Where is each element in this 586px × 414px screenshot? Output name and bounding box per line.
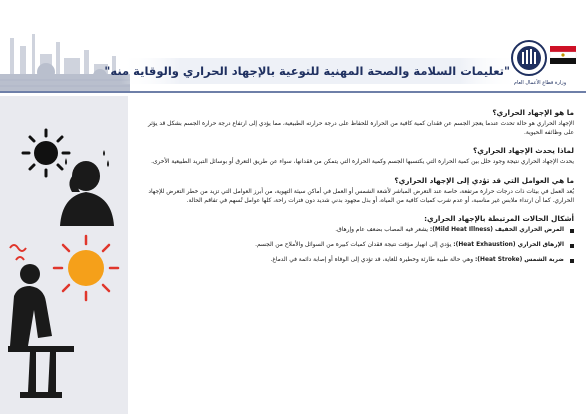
section-heading: ما هو الإجهاد الحراري؟ <box>492 108 574 117</box>
illustration-panel <box>0 96 128 414</box>
conditions-list <box>138 226 574 265</box>
section-body: يُعد العمل في بيئات ذات درجات حرارة مرتفعة، خاصة عند التعرض المباشر لأشعة الشمس أو العمل في أماكن سيئة التهوية، من أبرز العوامل التي تزيد من خطر التعرض للإجهاد الحراري. كما أن ارتداء ملابس غير مناسبة، أو عدم شرب كميات كافية من المياه، أو بذل مجهود بدني شديد دون فترات راحة، كلها عوامل تُسهم في تفاقم الحالة. <box>148 188 574 204</box>
hot-sun-icon <box>54 236 118 300</box>
ministry-caption: وزارة قطاع الأعمال العام <box>513 80 567 86</box>
bullet-icon <box>570 244 574 248</box>
bullet-icon <box>570 229 574 233</box>
section-body: يحدث الإجهاد الحراري نتيجة وجود خلل بين كمية الحرارة التي يكتسبها الجسم وكمية الحرارة التي يتمكن من فقدانها، سواء عن طريق التعرق أو بوسائل التبريد الطبيعية الأخرى. <box>151 159 574 166</box>
page-title: "تعليمات السلامة والصحة المهنية للتوعية بالإجهاد الحراري والوقاية منه" <box>104 64 510 78</box>
conditions-heading: أشكال الحالات المرتبطة بالإجهاد الحراري: <box>424 214 574 224</box>
condition-desc: وهي حالة طبية طارئة وخطيرة للغاية، قد تؤدي إلى الوفاة أو إصابة دائمة في الدماغ. <box>270 257 475 264</box>
list-item <box>138 226 574 235</box>
egypt-flag <box>550 46 576 64</box>
sun-icon <box>23 130 69 176</box>
section-heading: لماذا يحدث الإجهاد الحراري؟ <box>473 146 574 156</box>
section-body: الإجهاد الحراري هو حالة تحدث عندما يعجز الجسم عن فقدان كمية كافية من الحرارة للحفاظ على درجة حرارته الطبيعية، مما يؤدي إلى ارتفاع درجة حرارة الجسم بشكل قد يؤثر على وظائفه الحيوية. <box>147 121 574 137</box>
bullet-icon <box>570 259 574 263</box>
header-divider <box>0 91 586 93</box>
condition-name: الإرهاق الحراري (Heat Exhaustion): <box>453 242 564 249</box>
condition-name: المرض الحراري الخفيف (Mild Heat Illness): <box>429 227 564 234</box>
seated-person-icon <box>8 264 74 398</box>
list-item <box>138 241 574 250</box>
condition-name: ضربة الشمس (Heat Stroke): <box>474 257 564 264</box>
condition-desc: يشعر فيه المصاب بضعف عام وإرهاق. <box>335 227 430 234</box>
section-heading: ما هي العوامل التي قد تؤدي إلى الإجهاد الحراري؟ <box>394 175 574 185</box>
sweating-person-icon <box>60 150 114 226</box>
list-item <box>138 256 574 265</box>
header <box>0 0 586 92</box>
condition-desc: يؤدي إلى انهيار مؤقت نتيجة فقدان كميات كبيرة من السوائل والأملاح من الجسم. <box>255 242 454 249</box>
content <box>138 108 574 271</box>
